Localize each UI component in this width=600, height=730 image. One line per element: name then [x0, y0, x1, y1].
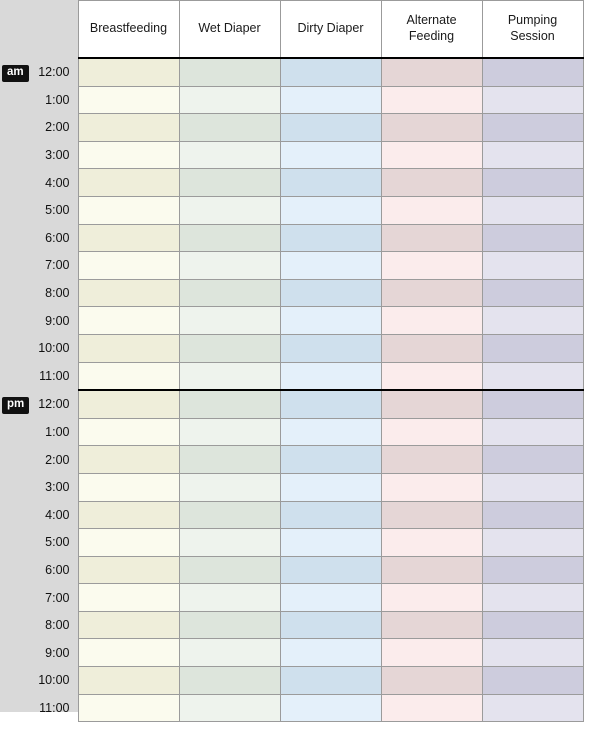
hour-row — [0, 279, 583, 307]
log-cell[interactable] — [381, 584, 482, 612]
log-cell[interactable] — [179, 279, 280, 307]
ampm-cell — [0, 446, 30, 474]
log-cell[interactable] — [78, 86, 179, 114]
ampm-cell — [0, 639, 30, 667]
ampm-cell — [0, 611, 30, 639]
ampm-cell — [0, 252, 30, 280]
log-cell[interactable] — [179, 501, 280, 529]
ampm-cell — [0, 556, 30, 584]
log-cell[interactable] — [179, 667, 280, 695]
ampm-badge: am — [2, 65, 29, 82]
log-cell[interactable] — [381, 529, 482, 557]
log-cell[interactable] — [78, 58, 179, 86]
ampm-cell — [0, 196, 30, 224]
log-cell[interactable] — [381, 501, 482, 529]
log-cell[interactable] — [280, 611, 381, 639]
ampm-cell — [0, 141, 30, 169]
log-cell[interactable] — [381, 473, 482, 501]
hour-row — [0, 362, 583, 390]
log-cell[interactable] — [381, 667, 482, 695]
hour-row — [0, 252, 583, 280]
log-cell[interactable] — [179, 556, 280, 584]
log-cell[interactable] — [482, 252, 583, 280]
hour-label: 5:00 — [45, 535, 70, 550]
log-cell[interactable] — [482, 501, 583, 529]
hour-row — [0, 390, 583, 418]
log-cell[interactable] — [179, 639, 280, 667]
log-cell[interactable] — [78, 252, 179, 280]
hour-row — [0, 529, 583, 557]
hour-row — [0, 639, 583, 667]
log-cell[interactable] — [381, 114, 482, 142]
log-cell[interactable] — [482, 446, 583, 474]
log-cell[interactable] — [78, 473, 179, 501]
hour-label: 7:00 — [45, 258, 70, 273]
log-cell[interactable] — [381, 334, 482, 362]
log-cell[interactable] — [381, 446, 482, 474]
hour-label: 3:00 — [45, 480, 70, 495]
hour-label: 1:00 — [45, 92, 70, 107]
ampm-cell — [0, 362, 30, 390]
ampm-cell — [0, 334, 30, 362]
log-cell[interactable] — [280, 86, 381, 114]
log-cell[interactable] — [280, 418, 381, 446]
log-cell[interactable] — [179, 694, 280, 722]
log-cell[interactable] — [179, 224, 280, 252]
log-cell[interactable] — [280, 639, 381, 667]
log-cell[interactable] — [78, 529, 179, 557]
log-cell[interactable] — [78, 584, 179, 612]
header-row — [0, 1, 583, 59]
log-cell[interactable] — [78, 639, 179, 667]
hour-label: 12:00 — [38, 397, 70, 412]
table-body — [0, 58, 583, 722]
log-cell[interactable] — [179, 141, 280, 169]
log-cell[interactable] — [179, 529, 280, 557]
log-cell[interactable] — [280, 362, 381, 390]
log-cell[interactable] — [280, 196, 381, 224]
log-cell[interactable] — [78, 667, 179, 695]
log-cell[interactable] — [482, 529, 583, 557]
hour-label: 10:00 — [38, 673, 70, 688]
log-cell[interactable] — [381, 639, 482, 667]
header-corner-ampm — [0, 1, 30, 59]
log-cell[interactable] — [78, 362, 179, 390]
log-cell[interactable] — [280, 501, 381, 529]
hour-label: 12:00 — [38, 65, 70, 80]
ampm-cell — [0, 473, 30, 501]
log-cell[interactable] — [381, 694, 482, 722]
ampm-cell — [0, 418, 30, 446]
log-cell[interactable] — [482, 362, 583, 390]
ampm-cell — [0, 114, 30, 142]
log-cell[interactable] — [179, 611, 280, 639]
log-cell[interactable] — [280, 58, 381, 86]
log-cell[interactable] — [280, 390, 381, 418]
hour-row — [0, 501, 583, 529]
hour-label: 2:00 — [45, 120, 70, 135]
hour-row — [0, 334, 583, 362]
table-header — [0, 1, 583, 59]
ampm-cell — [0, 86, 30, 114]
ampm-cell — [0, 584, 30, 612]
hour-label: 11:00 — [39, 369, 70, 384]
log-cell[interactable] — [381, 196, 482, 224]
hour-row — [0, 694, 583, 722]
log-cell[interactable] — [280, 279, 381, 307]
log-cell[interactable] — [381, 611, 482, 639]
hour-label: 8:00 — [45, 286, 70, 301]
hour-row — [0, 114, 583, 142]
ampm-cell — [0, 307, 30, 335]
log-cell[interactable] — [280, 694, 381, 722]
log-cell[interactable] — [280, 307, 381, 335]
log-cell[interactable] — [179, 334, 280, 362]
log-cell[interactable] — [482, 334, 583, 362]
column-header-wet-diaper: Wet Diaper — [179, 1, 280, 59]
log-cell[interactable] — [381, 418, 482, 446]
hour-label: 11:00 — [39, 700, 70, 715]
hour-label: 2:00 — [45, 452, 70, 467]
ampm-cell — [0, 501, 30, 529]
log-cell[interactable] — [179, 169, 280, 197]
log-cell[interactable] — [381, 390, 482, 418]
column-header-breastfeeding: Breastfeeding — [78, 1, 179, 59]
log-cell[interactable] — [179, 252, 280, 280]
hour-row — [0, 169, 583, 197]
log-cell[interactable] — [381, 58, 482, 86]
log-cell[interactable] — [482, 224, 583, 252]
log-cell[interactable] — [179, 86, 280, 114]
log-cell[interactable] — [381, 169, 482, 197]
hour-row — [0, 224, 583, 252]
log-cell[interactable] — [482, 390, 583, 418]
hour-row — [0, 58, 583, 86]
log-cell[interactable] — [179, 446, 280, 474]
log-cell[interactable] — [482, 114, 583, 142]
log-cell[interactable] — [78, 114, 179, 142]
hour-row — [0, 196, 583, 224]
hour-label: 4:00 — [45, 507, 70, 522]
log-cell[interactable] — [179, 114, 280, 142]
log-cell[interactable] — [381, 224, 482, 252]
log-cell[interactable] — [482, 86, 583, 114]
log-cell[interactable] — [78, 307, 179, 335]
ampm-cell — [0, 58, 30, 86]
hour-row — [0, 556, 583, 584]
log-cell[interactable] — [280, 556, 381, 584]
column-header-alternate-feeding: Alternate Feeding — [381, 1, 482, 59]
log-cell[interactable] — [280, 334, 381, 362]
hour-row — [0, 667, 583, 695]
log-cell[interactable] — [280, 473, 381, 501]
hour-row — [0, 611, 583, 639]
log-cell[interactable] — [78, 556, 179, 584]
hour-row — [0, 446, 583, 474]
log-cell[interactable] — [381, 86, 482, 114]
hour-label: 6:00 — [45, 230, 70, 245]
log-cell[interactable] — [482, 307, 583, 335]
ampm-cell — [0, 169, 30, 197]
hour-row — [0, 473, 583, 501]
hour-label: 6:00 — [45, 562, 70, 577]
log-cell[interactable] — [280, 169, 381, 197]
ampm-cell — [0, 667, 30, 695]
ampm-cell — [0, 390, 30, 418]
hour-label: 9:00 — [45, 313, 70, 328]
log-cell[interactable] — [179, 307, 280, 335]
log-cell[interactable] — [78, 224, 179, 252]
log-cell[interactable] — [482, 611, 583, 639]
log-cell[interactable] — [482, 639, 583, 667]
log-cell[interactable] — [280, 114, 381, 142]
log-cell[interactable] — [381, 307, 482, 335]
log-cell[interactable] — [179, 362, 280, 390]
ampm-cell — [0, 224, 30, 252]
hour-label: 4:00 — [45, 175, 70, 190]
ampm-cell — [0, 529, 30, 557]
hour-row — [0, 141, 583, 169]
hour-label: 3:00 — [45, 148, 70, 163]
log-cell[interactable] — [280, 141, 381, 169]
log-cell[interactable] — [482, 279, 583, 307]
log-cell[interactable] — [482, 169, 583, 197]
log-cell[interactable] — [482, 667, 583, 695]
log-cell[interactable] — [280, 252, 381, 280]
log-cell[interactable] — [482, 556, 583, 584]
log-cell[interactable] — [482, 196, 583, 224]
ampm-badge: pm — [2, 397, 29, 414]
ampm-cell — [0, 694, 30, 722]
hour-row — [0, 584, 583, 612]
log-cell[interactable] — [78, 390, 179, 418]
hour-row — [0, 86, 583, 114]
log-cell[interactable] — [482, 584, 583, 612]
log-cell[interactable] — [78, 611, 179, 639]
log-cell[interactable] — [78, 196, 179, 224]
log-cell[interactable] — [179, 390, 280, 418]
hour-label: 9:00 — [45, 645, 70, 660]
column-header-pumping-session: Pumping Session — [482, 1, 583, 59]
header-corner-hour — [30, 1, 78, 59]
log-cell[interactable] — [179, 584, 280, 612]
hour-label: 8:00 — [45, 618, 70, 633]
log-cell[interactable] — [482, 694, 583, 722]
log-cell[interactable] — [381, 141, 482, 169]
column-header-dirty-diaper: Dirty Diaper — [280, 1, 381, 59]
log-cell[interactable] — [78, 279, 179, 307]
log-cell[interactable] — [482, 141, 583, 169]
log-cell[interactable] — [280, 529, 381, 557]
log-cell[interactable] — [179, 418, 280, 446]
ampm-cell — [0, 279, 30, 307]
log-cell[interactable] — [179, 58, 280, 86]
log-cell[interactable] — [482, 58, 583, 86]
log-cell[interactable] — [280, 224, 381, 252]
hour-label: 1:00 — [45, 425, 70, 440]
log-cell[interactable] — [381, 556, 482, 584]
log-cell[interactable] — [78, 501, 179, 529]
log-cell[interactable] — [78, 694, 179, 722]
log-cell[interactable] — [280, 446, 381, 474]
log-cell[interactable] — [78, 334, 179, 362]
log-cell[interactable] — [280, 667, 381, 695]
hour-label: 5:00 — [45, 203, 70, 218]
hour-label: 10:00 — [38, 341, 70, 356]
log-cell[interactable] — [482, 473, 583, 501]
log-cell[interactable] — [179, 473, 280, 501]
log-cell[interactable] — [78, 169, 179, 197]
log-cell[interactable] — [482, 418, 583, 446]
log-cell[interactable] — [381, 279, 482, 307]
log-cell[interactable] — [381, 252, 482, 280]
log-cell[interactable] — [179, 196, 280, 224]
log-cell[interactable] — [78, 418, 179, 446]
hour-label: 7:00 — [45, 590, 70, 605]
hour-row — [0, 307, 583, 335]
log-cell[interactable] — [381, 362, 482, 390]
log-cell[interactable] — [78, 141, 179, 169]
hour-row — [0, 418, 583, 446]
log-cell[interactable] — [78, 446, 179, 474]
log-cell[interactable] — [280, 584, 381, 612]
